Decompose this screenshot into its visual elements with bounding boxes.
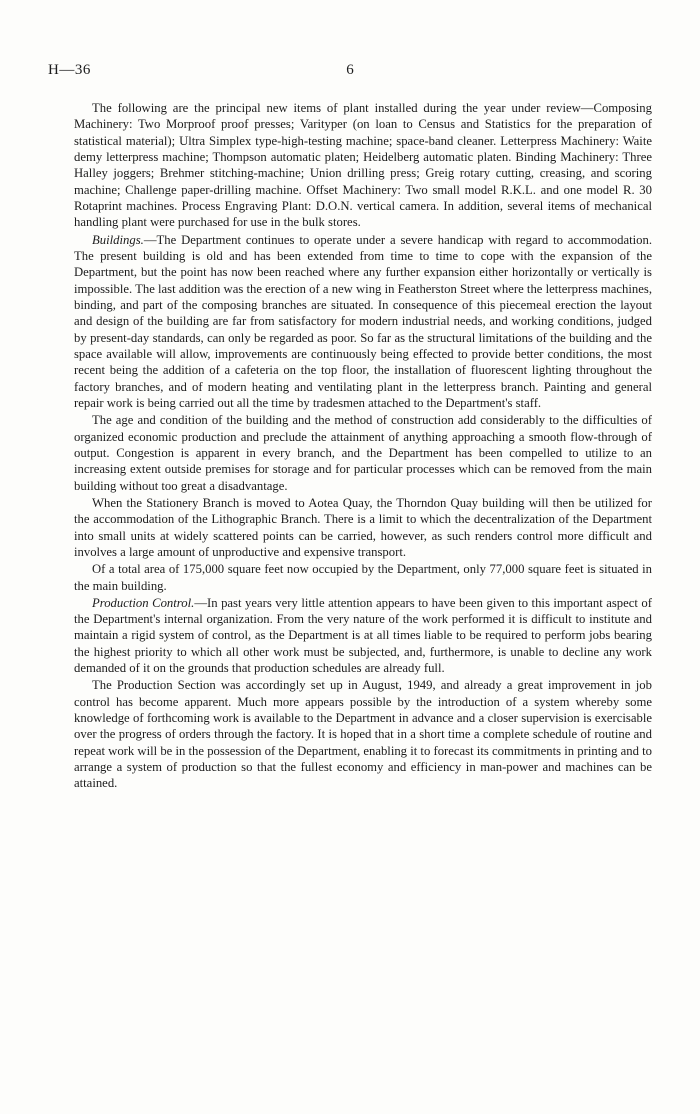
section-heading-production-control: Production Control. <box>92 595 195 610</box>
document-reference: H—36 <box>48 62 91 78</box>
page-header <box>48 62 652 84</box>
paragraph-stationery-branch: When the Stationery Branch is moved to Aotea Quay, the Thorndon Quay building will then be utilized for the accommodation of the Lithographic Branch. There is a limit to which the decentralization of the Department into small units at widely scattered points can be carried, however, as such renders control more difficult and involves a large amount of unproductive and expensive transport. <box>74 495 652 559</box>
page-number: 6 <box>346 62 354 78</box>
paragraph-total-area: Of a total area of 175,000 square feet now occupied by the Department, only 77,000 square feet is situated in the main building. <box>74 562 652 593</box>
paragraph-production-control: Production Control.—In past years very little attention appears to have been given to this important aspect of the Department's internal organization. From the very nature of the work performed it is difficult to institute and maintain a rigid system of control, as the Department is at all times liable to be required to perform jobs bearing the highest priority to which all other work must be subjected, and, furthermore, is unable to decline any work demanded of it on the grounds that production schedules are already full. <box>74 595 652 676</box>
paragraph-buildings: Buildings.—The Department continues to operate under a severe handicap with regard to accommodation. The present building is old and has been extended from time to time to cope with the expansion of the Department, but the point has now been reached where any further expansion either horizontally or vertically is impossible. The last addition was the erection of a new wing in Featherston Street where the letterpress machines, binding, and part of the composing branches are situated. In consequence of this piecemeal erection the layout and design of the building are far from satisfactory for modern industrial needs, and working conditions, judged by present-day standards, can only be regarded as poor. So far as the structural limitations of the building and the space available will allow, improvements are continuously being effected to provide better conditions, the most recent being the addition of a cafeteria on the top floor, the installation of fluorescent lighting throughout the factory branches, and of modern heating and ventilating plant in the letterpress branch. Painting and general repair work is being carried out all the time by tradesmen attached to the Department's staff. <box>74 232 652 411</box>
paragraph-new-plant: The following are the principal new items of plant installed during the year under review—Composing Machinery: Two Morproof proof presses; Varityper (on loan to Census and Statistics for the preparation of statistical material); Ultra Simplex type-high-testing machine; space-band cleaner. Letterpress Machinery: Waite demy letterpress machine; Thompson automatic platen; Heidelberg automatic platen. Binding Machinery: Three Halley joggers; Brehmer stitching-machine; Union drilling press; Greig rotary cutting, creasing, and scoring machine; Challenge paper-drilling machine. Offset Machinery: Two small model R.K.L. and one model R. 30 Rotaprint machines. Process Engraving Plant: D.O.N. vertical camera. In addition, several items of mechanical handling plant were purchased for use in the bulk stores. <box>74 101 652 230</box>
paragraph-building-condition: The age and condition of the building and the method of construction add considerably to the difficulties of organized economic production and preclude the attainment of anything approaching a smooth flow-through of output. Congestion is apparent in every branch, and the Department has been compelled to utilize to an increasing extent outside premises for storage and for particular processes which can be removed from the main building without too great a disadvantage. <box>74 413 652 493</box>
section-heading-buildings: Buildings. <box>92 232 144 247</box>
paragraph-production-section: The Production Section was accordingly set up in August, 1949, and already a great improvement in job control has become apparent. Much more appears possible by the introduction of a system whereby some knowledge of forthcoming work is available to the Department in advance and a closer supervision is exercisable over the progress of orders through the factory. It is hoped that in a short time a complete schedule of routine and repeat work will be in the possession of the Department, enabling it to forecast its commitments in printing and to arrange a system of production so that the fullest economy and efficiency in man-power and machines can be attained. <box>74 678 652 791</box>
body-text <box>74 100 652 793</box>
